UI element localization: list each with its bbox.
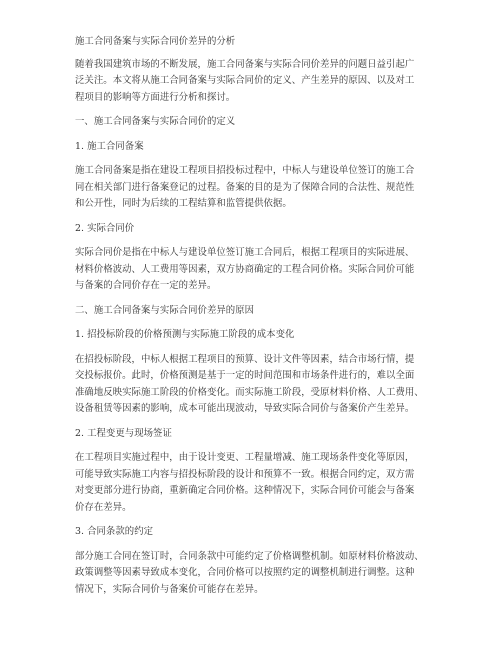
paragraph-line: 交投标报价。此时，价格预测是基于一定的时间范围和市场条件进行的，难以全面: [75, 370, 415, 381]
paragraph: [75, 245, 433, 295]
paragraph-line: 泛关注。本文将从施工合同备案与实际合同价的定义、产生差异的原因、以及对工: [75, 75, 415, 86]
paragraph-line: 材料价格波动、人工费用等因素，双方协商确定的工程合同价格。实际合同价可能: [75, 263, 415, 275]
paragraph-line: 可能导致实际施工内容与招投标阶段的设计和预算不一致。根据合同约定，双方需: [75, 468, 415, 480]
document-page: [75, 34, 433, 598]
section-heading: 一、施工合同备案与实际合同价的定义: [75, 116, 236, 127]
paragraph-line: 设备租赁等因素的影响，成本可能出现波动，导致实际合同价与备案价产生差异。: [75, 403, 415, 414]
paragraph-line: 实际合同价是指在中标人与建设单位签订施工合同后，根据工程项目的实际进展、: [75, 247, 415, 258]
paragraph: [75, 352, 433, 418]
paragraph-line: 价存在差异。: [75, 501, 132, 513]
paragraph-line: 程项目的影响等方面进行分析和探讨。: [75, 91, 236, 103]
subsection-heading: 1. 施工合同备案: [75, 140, 144, 152]
paragraph: [75, 163, 433, 213]
paragraph-line: 与备案的合同价存在一定的差异。: [75, 280, 217, 291]
subsection-heading: 2. 实际合同价: [75, 222, 135, 234]
subsection-heading: 2. 工程变更与现场签证: [75, 427, 172, 439]
paragraph-line: 施工合同备案是指在建设工程项目招投标过程中，中标人与建设单位签订的施工合: [75, 165, 415, 176]
paragraph: [75, 450, 433, 516]
paragraph-line: 准确地反映实际施工阶段的价格变化。而实际施工阶段，受原材料价格、人工费用、: [75, 386, 424, 398]
paragraph-line: 对变更部分进行协商，重新确定合同价格。这种情况下，实际合同价可能会与备案: [75, 485, 415, 496]
paragraph-line: 政策调整等因素导致成本变化，合同价格可以按照约定的调整机制进行调整。这种: [75, 567, 415, 578]
subsection-heading: 3. 合同条款的约定: [75, 526, 154, 537]
paragraph-line: 部分施工合同在签订时，合同条款中可能约定了价格调整机制。如原材料价格波动、: [75, 550, 424, 562]
paragraph-line: 随着我国建筑市场的不断发展，施工合同备案与实际合同价差异的问题日益引起广: [75, 58, 415, 70]
paragraph-line: 同在相关部门进行备案登记的过程。备案的目的是为了保障合同的合法性、规范性: [75, 181, 415, 193]
document-title: 施工合同备案与实际合同价差异的分析: [75, 36, 236, 47]
subsection-heading: 1. 招投标阶段的价格预测与实际施工阶段的成本变化: [75, 329, 295, 340]
paragraph-line: 情况下，实际合同价与备案价可能存在差异。: [75, 583, 264, 595]
paragraph-line: 在招投标阶段，中标人根据工程项目的预算、设计文件等因素，结合市场行情，提: [75, 353, 415, 365]
paragraph-line: 和公开性，同时为后续的工程结算和监管提供依据。: [75, 198, 292, 209]
paragraph-line: 在工程项目实施过程中，由于设计变更、工程量增减、施工现场条件变化等原因，: [75, 452, 415, 463]
paragraph: [75, 549, 433, 599]
section-heading: 二、施工合同备案与实际合同价差异的原因: [75, 304, 255, 316]
intro-paragraph: [75, 57, 433, 107]
